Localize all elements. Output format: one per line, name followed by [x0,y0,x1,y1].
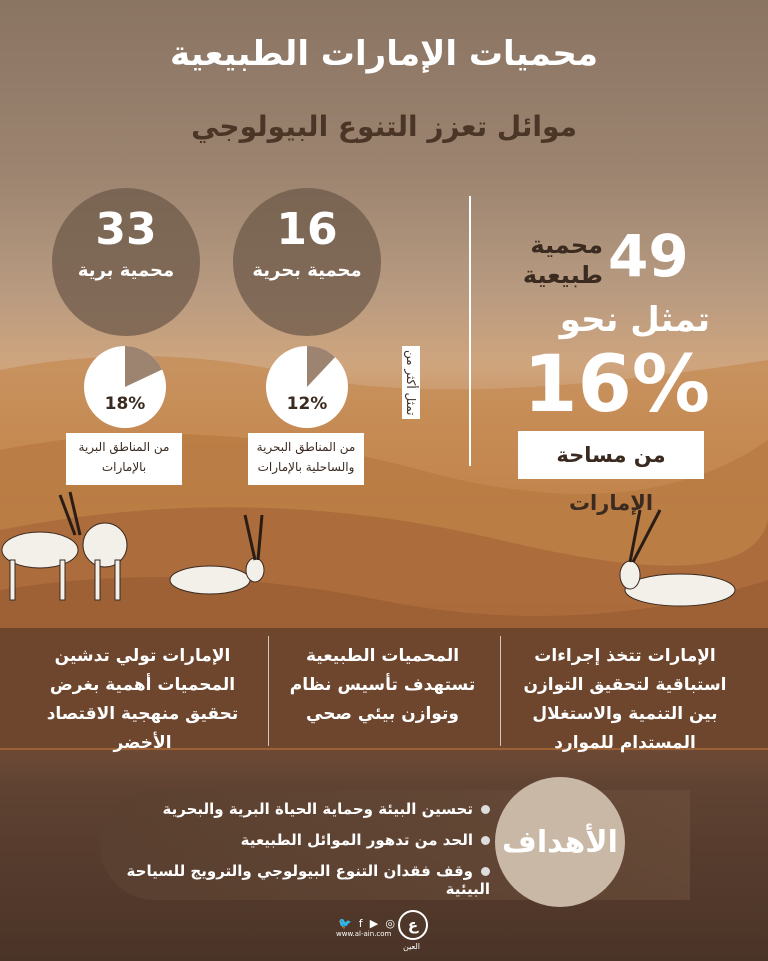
area-percent-caption: من مساحة الإمارات [518,431,704,479]
marine-percent-label: 12% [286,394,328,414]
info-column-green-economy: الإمارات تولي تدشين المحميات أهمية بغرض تحقيق منهجية الاقتصاد الأخضر [46,646,239,753]
total-area-percent: 16% [523,340,710,430]
goal-item [140,800,490,818]
land-percent-pie [83,345,167,429]
land-percent-note [66,433,182,485]
column-divider [268,636,269,746]
marine-percent-note [248,433,364,485]
goals-title: الأهداف [502,824,618,860]
marine-percent-pie [265,345,349,429]
column-divider [500,636,501,746]
bullet-icon [481,836,490,845]
land-note-line2: بالإمارات [101,460,147,474]
facebook-icon[interactable]: f [358,917,365,930]
marine-reserves-circle [233,188,381,336]
twitter-icon[interactable]: 🐦 [338,917,354,930]
page-title: محميات الإمارات الطبيعية [169,34,598,74]
total-label-line1: محمية [530,231,603,259]
social-links [338,912,397,931]
website-link[interactable]: www.al-ain.com [336,930,392,938]
marine-note-line2: والساحلية بالإمارات [257,460,355,474]
represent-more-note: تمثل أكثر من [402,346,420,419]
goal-text: وقف فقدان التنوع البيولوجي والترويج للسياحة البيئية [126,862,490,898]
bullet-icon [481,867,490,876]
marine-note-line1: من المناطق البحرية [256,440,356,454]
logo-name: العين [403,942,421,951]
bullet-icon [481,805,490,814]
info-column-ecosystem: المحميات الطبيعية تستهدف تأسيس نظام وتوازن بيئي صحي [289,646,476,724]
land-percent-label: 18% [104,394,146,414]
total-reserves-count: 49 [608,222,689,290]
page-subtitle: موائل تعزز التنوع البيولوجي [191,110,577,143]
land-reserves-label: محمية برية [77,260,175,281]
al-ain-logo [398,910,428,940]
land-reserves-circle [52,188,200,336]
goal-text: تحسين البيئة وحماية الحياة البرية والبحرية [162,800,473,818]
goals-title-circle [495,777,625,907]
land-note-line1: من المناطق البرية [78,440,170,454]
goal-item [80,862,490,898]
land-reserves-count: 33 [95,204,157,255]
logo-letter: ع [407,916,419,934]
represent-about-text: تمثل نحو [559,300,710,340]
marine-reserves-count: 16 [276,204,338,255]
vertical-divider [469,196,471,466]
info-column-proactive: الإمارات تتخذ إجراءات استباقية لتحقيق التوازن بين التنمية والاستغلال المستدام للموارد [523,646,727,753]
youtube-icon[interactable]: ▶ [369,917,381,930]
total-reserves-label [488,230,603,290]
goal-item [140,831,490,849]
total-label-line2: طبيعية [522,261,603,289]
goal-text: الحد من تدهور الموائل الطبيعية [240,831,473,849]
instagram-icon[interactable]: ◎ [385,917,397,930]
marine-reserves-label: محمية بحرية [252,260,362,281]
